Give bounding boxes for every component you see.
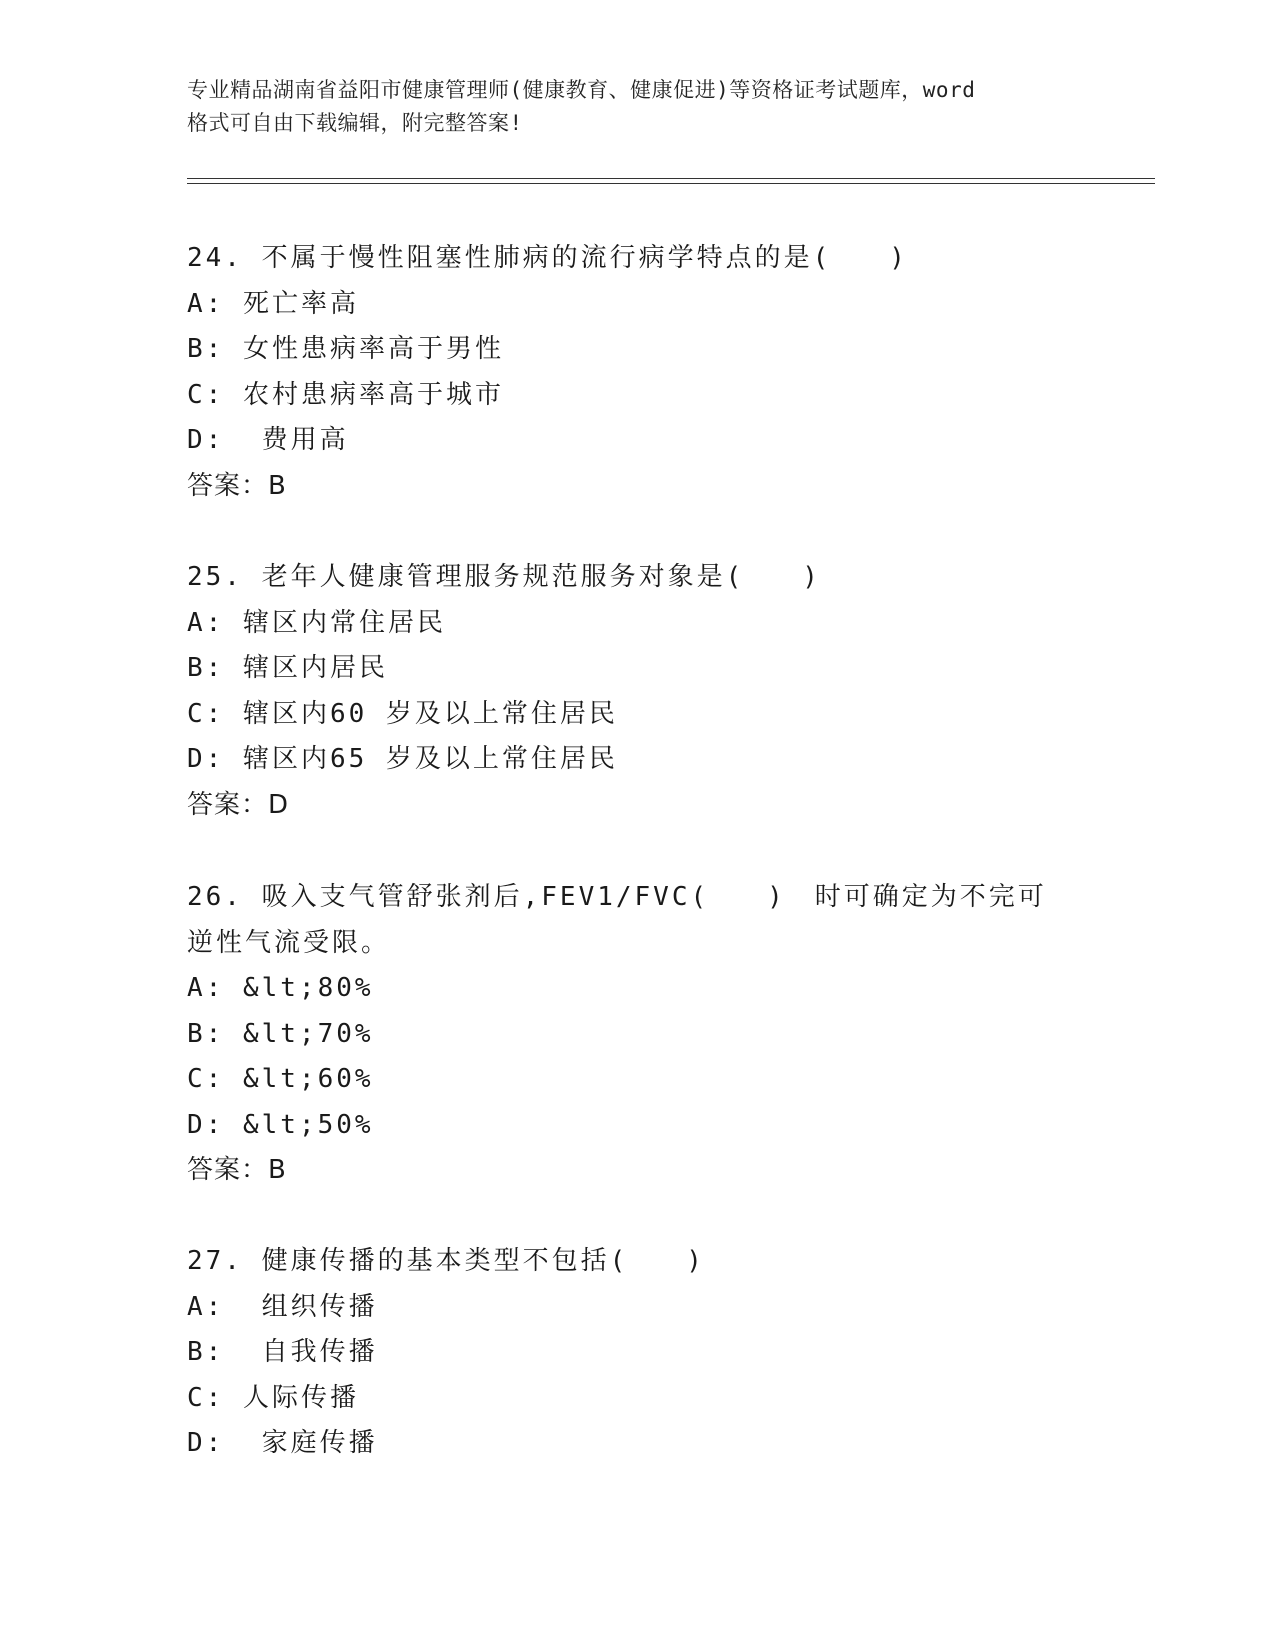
option-a: A: 组织传播 xyxy=(187,1291,378,1322)
answer: 答案：B xyxy=(187,1155,287,1185)
header-divider-top xyxy=(187,178,1155,179)
header-line-2: 格式可自由下载编辑，附完整答案! xyxy=(187,111,523,135)
option-b: B: &lt;70% xyxy=(187,1018,374,1049)
option-d: D: &lt;50% xyxy=(187,1109,374,1140)
answer: 答案：D xyxy=(187,789,290,820)
question-24 xyxy=(187,236,1087,509)
question-text: 24. 不属于慢性阻塞性肺病的流行病学特点的是( ) xyxy=(187,243,908,273)
option-c: C: &lt;60% xyxy=(187,1064,374,1094)
answer: 答案：B xyxy=(187,470,287,501)
option-a: A: &lt;80% xyxy=(187,973,374,1003)
question-25 xyxy=(187,555,1087,828)
option-c: C: 人际传播 xyxy=(187,1382,359,1413)
question-26 xyxy=(187,875,1087,1194)
header-line-1: 专业精品湖南省益阳市健康管理师(健康教育、健康促进)等资格证考试题库，word xyxy=(187,78,976,102)
document-header xyxy=(187,74,1087,140)
option-d: D: 家庭传播 xyxy=(187,1428,378,1458)
option-d: D: 辖区内65 岁及以上常住居民 xyxy=(187,744,618,774)
question-27 xyxy=(187,1239,1087,1467)
option-b: B: 辖区内居民 xyxy=(187,653,388,683)
option-a: A: 辖区内常住居民 xyxy=(187,607,446,638)
header-divider-bottom xyxy=(187,183,1155,184)
option-a: A: 死亡率高 xyxy=(187,288,359,319)
option-c: C: 农村患病率高于城市 xyxy=(187,379,504,410)
question-text: 25. 老年人健康管理服务规范服务对象是( ) xyxy=(187,562,821,592)
option-b: B: 女性患病率高于男性 xyxy=(187,334,504,364)
question-text: 26. 吸入支气管舒张剂后,FEV1/FVC( ) 时可确定为不完可逆性气流受限。 xyxy=(187,882,1047,958)
option-d: D: 费用高 xyxy=(187,425,349,455)
option-c: C: 辖区内60 岁及以上常住居民 xyxy=(187,698,618,729)
option-b: B: 自我传播 xyxy=(187,1337,378,1367)
question-text: 27. 健康传播的基本类型不包括( ) xyxy=(187,1246,705,1276)
